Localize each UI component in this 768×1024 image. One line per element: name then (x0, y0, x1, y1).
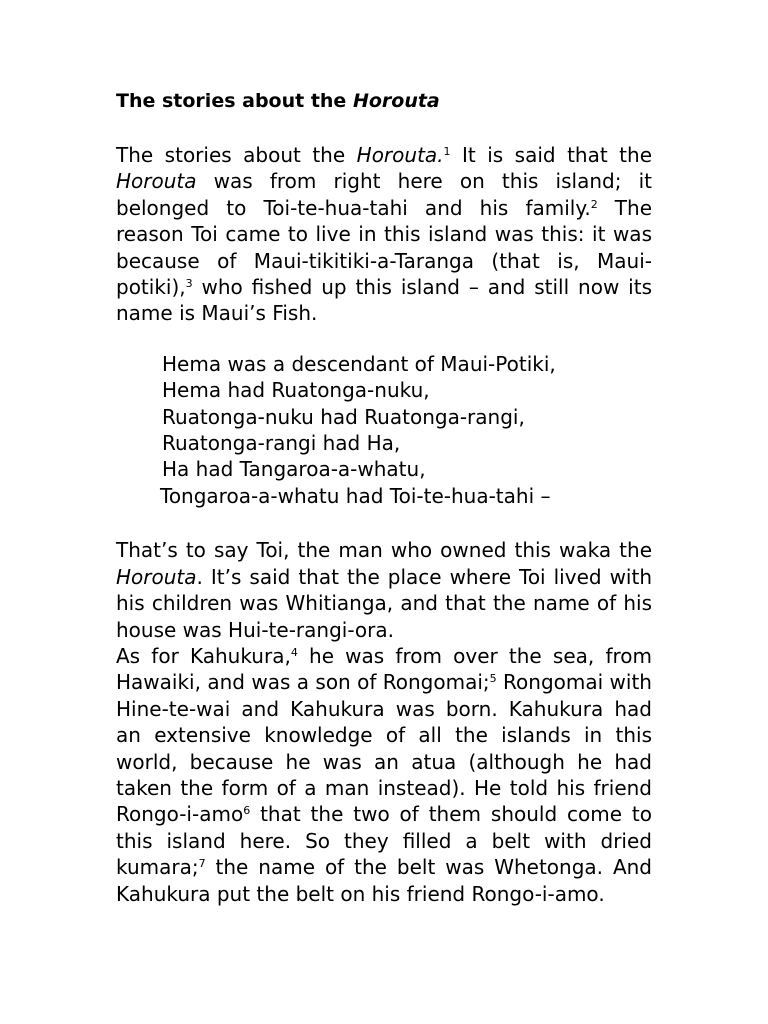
footnote-ref-1[interactable]: 1 (443, 145, 451, 158)
italic-span: Horouta (116, 564, 197, 589)
text-span: was from right here on this island; it belonged to Toi-te-hua-tahi and his family. (116, 169, 652, 220)
paragraph-kahukura (116, 643, 652, 907)
genealogy-block (162, 351, 652, 509)
text-span: who fished up this island – and still now its name is Maui’s Fish. (116, 275, 652, 326)
footnote-ref-7[interactable]: 7 (198, 857, 206, 871)
text-span: the name of the belt was Whetonga. And Kahukura put the belt on his friend Rongo-i-amo. (116, 855, 652, 906)
italic-span: Horouta (116, 169, 197, 194)
text-span: Rongomai with Hine-te-wai and Kahukura was born. Kahukura had an extensive knowledge of all the islands in this world, because he was an atua (although he had taken the form of a man instead). He told his friend Rongo-i-amo (116, 670, 652, 827)
paragraph-intro (116, 142, 652, 327)
text-span: that the two of them should come to this island here. So they filled a belt with dried kumara; (116, 802, 652, 880)
genealogy-line: Tongaroa-a-whatu had Toi-te-hua-tahi – (160, 483, 551, 508)
text-span: he was from over the sea, from Hawaiki, and was a son of Rongomai; (116, 643, 652, 695)
title-italic-text: Horouta (352, 90, 440, 112)
text-span: The reason Toi came to live in this island was this: it was because of Maui-tikitiki-a-Taranga (that is, Maui-potiki), (116, 195, 652, 300)
text-span: It is said that the (450, 143, 653, 167)
genealogy-line: Ruatonga-rangi had Ha, (162, 431, 401, 456)
document-page (116, 88, 652, 907)
page-title (116, 88, 652, 114)
text-span: The stories about the (116, 143, 357, 167)
text-span: As for Kahukura, (116, 643, 291, 668)
footnote-ref-3[interactable]: 3 (185, 277, 193, 291)
footnote-ref-5[interactable]: 5 (489, 672, 497, 686)
genealogy-line: Ruatonga-nuku had Ruatonga-rangi, (162, 404, 525, 429)
genealogy-line: Hema had Ruatonga-nuku, (162, 378, 430, 403)
text-span: That’s to say Toi, the man who owned this waka the (116, 538, 652, 563)
genealogy-line: Hema was a descendant of Maui-Potiki, (162, 351, 556, 376)
footnote-ref-4[interactable]: 4 (290, 645, 298, 659)
title-text: The stories about the (116, 90, 353, 112)
genealogy-line: Ha had Tangaroa-a-whatu, (162, 457, 426, 482)
text-span: . It’s said that the place where Toi lived with his children was Whitianga, and that the name of his house was Hui-te-rangi-ora. (116, 564, 652, 642)
italic-span: Horouta. (356, 143, 444, 167)
paragraph-toi (116, 537, 652, 643)
footnote-ref-6[interactable]: 6 (243, 804, 251, 818)
footnote-ref-2[interactable]: 2 (590, 197, 598, 211)
